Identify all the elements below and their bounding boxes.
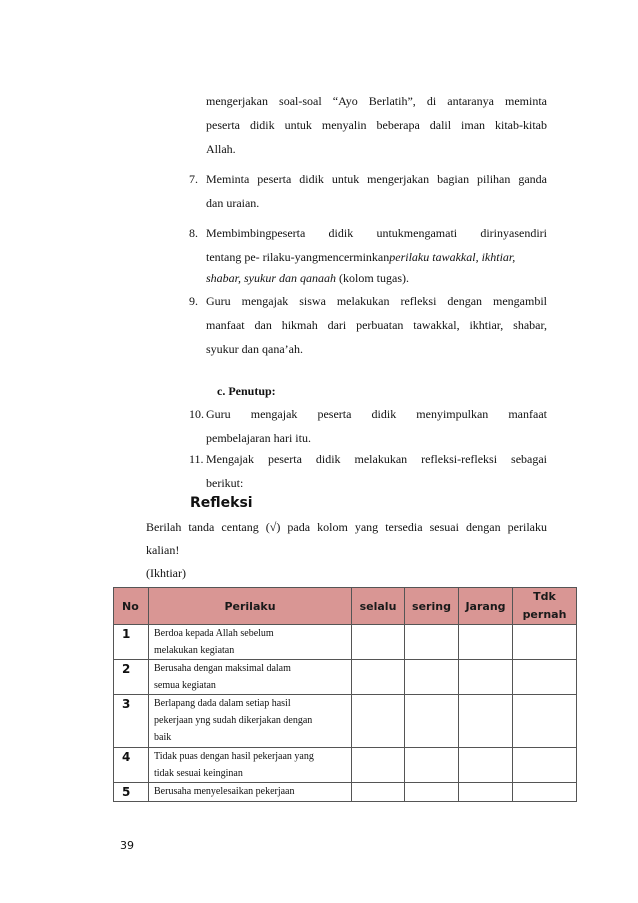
instruction-line: (Ikhtiar) [146,566,186,580]
table-row [114,748,577,783]
behavior-line: pekerjaan yng sudah dikerjakan dengan [154,715,313,726]
list-number: 9. [189,294,198,308]
checkbox-cell-sering[interactable] [405,748,459,783]
list-item-line: manfaat dan hikmah dari perbuatan tawakkal, ikhtiar, shabar, [206,318,547,332]
behavior-line: baik [154,732,172,743]
row-number: 2 [114,660,149,695]
table-row [114,783,577,802]
behavior-cell [149,660,352,695]
behavior-line: Berlapang dada dalam setiap hasil [154,698,291,709]
header-sering: sering [405,588,459,625]
checkbox-cell-tdk-pernah[interactable] [513,625,577,660]
refleksi-heading: Refleksi [190,495,253,511]
header-no: No [114,588,149,625]
behavior-line: tidak sesuai keinginan [154,768,243,779]
list-item-line: Meminta peserta didik untuk mengerjakan bagian pilihan ganda [206,172,547,186]
checkbox-cell-sering[interactable] [405,783,459,802]
text-run-italic: shabar, syukur dan qanaah [206,271,337,285]
reflection-table [113,587,577,802]
row-number: 4 [114,748,149,783]
list-item-line: berikut: [206,476,244,490]
text-run: (kolom tugas). [336,271,410,285]
instruction-line: Berilah tanda centang (√) pada kolom yang tersedia sesuai dengan perilaku [146,520,547,534]
table-header-row [114,588,577,625]
instruction-line: kalian! [146,543,180,557]
table-row [114,695,577,748]
page-number: 39 [120,839,134,852]
paragraph-line: Allah. [206,142,236,156]
list-item-line: Guru mengajak peserta didik menyimpulkan manfaat [206,407,547,421]
checkbox-cell-tdk-pernah[interactable] [513,695,577,748]
checkbox-cell-jarang[interactable] [459,783,513,802]
list-item-line [206,250,515,264]
list-number: 10. [189,407,204,421]
checkbox-cell-selalu[interactable] [352,783,405,802]
behavior-cell [149,695,352,748]
list-item-line: pembelajaran hari itu. [206,431,311,445]
checkbox-cell-sering[interactable] [405,625,459,660]
row-number: 1 [114,625,149,660]
behavior-cell [149,783,352,802]
checkbox-cell-selalu[interactable] [352,695,405,748]
row-number: 5 [114,783,149,802]
behavior-cell [149,748,352,783]
checkbox-cell-sering[interactable] [405,695,459,748]
checkbox-cell-selalu[interactable] [352,748,405,783]
checkbox-cell-tdk-pernah[interactable] [513,783,577,802]
list-number: 7. [189,172,198,186]
table-row [114,625,577,660]
behavior-line: Tidak puas dengan hasil pekerjaan yang [154,751,314,762]
list-number: 8. [189,226,198,240]
checkbox-cell-jarang[interactable] [459,748,513,783]
checkbox-cell-sering[interactable] [405,660,459,695]
header-selalu: selalu [352,588,405,625]
row-number: 3 [114,695,149,748]
header-tdk-pernah [513,588,577,625]
section-heading-penutup: c. Penutup: [217,384,276,398]
list-item-line: Membimbingpeserta didik untukmengamati dirinyasendiri [206,226,547,240]
list-item-line: Guru mengajak siswa melakukan refleksi dengan mengambil [206,294,547,308]
header-jarang: Jarang [459,588,513,625]
checkbox-cell-tdk-pernah[interactable] [513,748,577,783]
header-perilaku: Perilaku [149,588,352,625]
checkbox-cell-tdk-pernah[interactable] [513,660,577,695]
list-number: 11. [189,452,204,466]
checkbox-cell-selalu[interactable] [352,660,405,695]
behavior-line: melakukan kegiatan [154,645,235,656]
behavior-line: semua kegiatan [154,680,216,691]
behavior-cell [149,625,352,660]
behavior-line: Berusaha menyelesaikan pekerjaan [154,786,295,797]
paragraph-line: peserta didik untuk menyalin beberapa dalil iman kitab-kitab [206,118,547,132]
text-run-italic: perilaku tawakkal, ikhtiar, [389,250,516,264]
table-row [114,660,577,695]
behavior-line: Berusaha dengan maksimal dalam [154,663,291,674]
paragraph-line: mengerjakan soal-soal “Ayo Berlatih”, di antaranya meminta [206,94,547,108]
behavior-line: Berdoa kepada Allah sebelum [154,628,274,639]
checkbox-cell-jarang[interactable] [459,660,513,695]
header-pernah-line: pernah [522,608,567,621]
list-item-line: syukur dan qana’ah. [206,342,303,356]
checkbox-cell-jarang[interactable] [459,625,513,660]
list-item-line: Mengajak peserta didik melakukan refleksi-refleksi sebagai [206,452,547,466]
list-item-line: dan uraian. [206,196,260,210]
list-item-line [206,271,409,285]
header-tdk-line: Tdk [533,590,556,603]
text-run: tentang pe- rilaku-yangmencerminkan [206,250,390,264]
checkbox-cell-jarang[interactable] [459,695,513,748]
checkbox-cell-selalu[interactable] [352,625,405,660]
